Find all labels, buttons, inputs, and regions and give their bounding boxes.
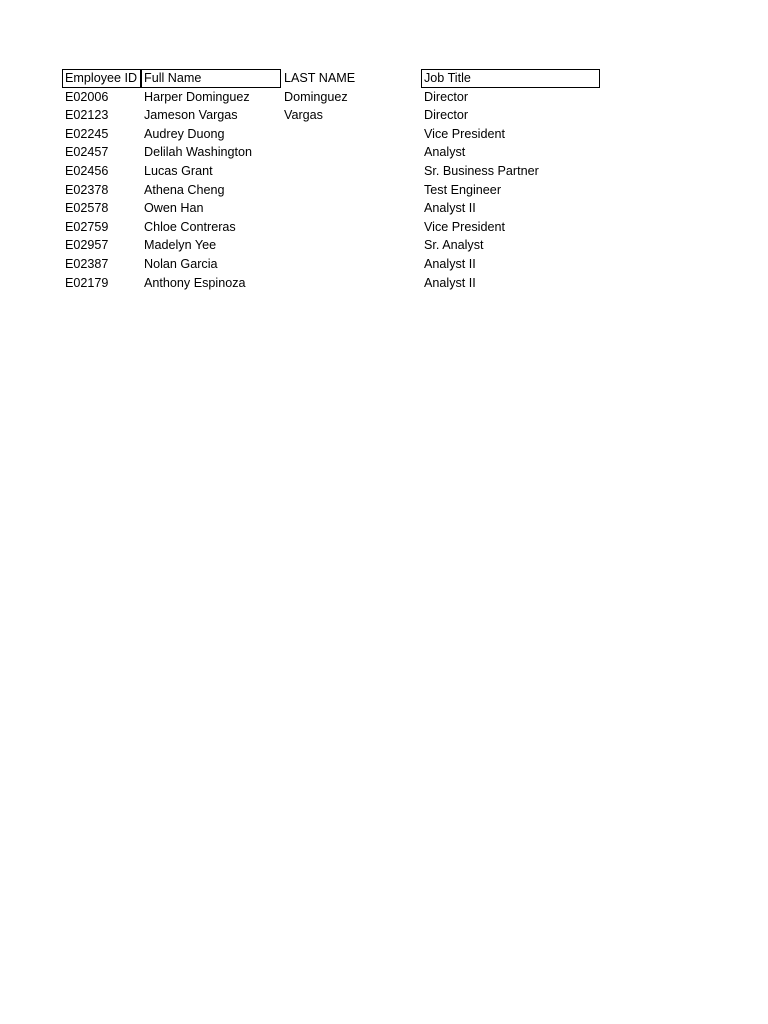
cell-employee-id[interactable]: E02578: [65, 201, 109, 216]
cell-employee-id[interactable]: E02457: [65, 145, 109, 160]
table-row: [62, 255, 600, 274]
cell-last-name[interactable]: [281, 274, 421, 293]
cell-employee-id[interactable]: E02387: [65, 256, 109, 271]
cell-job-title[interactable]: Analyst: [424, 145, 466, 160]
cell-employee-id[interactable]: E02456: [65, 163, 109, 178]
cell-full-name[interactable]: Anthony Espinoza: [144, 275, 246, 290]
cell-full-name[interactable]: Lucas Grant: [144, 163, 213, 178]
cell-job-title[interactable]: Vice President: [424, 219, 505, 234]
cell-last-name[interactable]: [281, 255, 421, 274]
cell-job-title[interactable]: Director: [424, 89, 469, 104]
cell-employee-id[interactable]: E02759: [65, 219, 109, 234]
table-header-row: [62, 69, 600, 88]
cell-employee-id[interactable]: E02179: [65, 275, 109, 290]
cell-last-name[interactable]: [281, 199, 421, 218]
cell-job-title[interactable]: Analyst II: [424, 201, 476, 216]
cell-employee-id[interactable]: E02006: [65, 89, 109, 104]
cell-last-name[interactable]: [281, 181, 421, 200]
cell-last-name[interactable]: [281, 162, 421, 181]
cell-job-title[interactable]: Test Engineer: [424, 182, 502, 197]
cell-full-name[interactable]: Harper Dominguez: [144, 89, 250, 104]
employee-table: [62, 69, 600, 292]
cell-employee-id[interactable]: E02957: [65, 238, 109, 253]
cell-last-name[interactable]: [281, 143, 421, 162]
cell-job-title[interactable]: Analyst II: [424, 256, 476, 271]
cell-job-title[interactable]: Director: [424, 108, 469, 123]
header-job-title[interactable]: Job Title: [421, 69, 600, 88]
cell-full-name[interactable]: Nolan Garcia: [144, 256, 218, 271]
table-row: [62, 218, 600, 237]
cell-full-name[interactable]: Madelyn Yee: [144, 238, 217, 253]
cell-last-name[interactable]: [281, 236, 421, 255]
table-row: [62, 143, 600, 162]
cell-last-name[interactable]: Dominguez: [284, 89, 348, 104]
cell-last-name[interactable]: [281, 218, 421, 237]
table-body: [62, 88, 600, 293]
cell-full-name[interactable]: Audrey Duong: [144, 126, 225, 141]
table-row: [62, 199, 600, 218]
table-row: [62, 181, 600, 200]
cell-job-title[interactable]: Sr. Analyst: [424, 238, 484, 253]
cell-job-title[interactable]: Analyst II: [424, 275, 476, 290]
table-row: [62, 162, 600, 181]
cell-last-name[interactable]: Vargas: [284, 108, 323, 123]
cell-full-name[interactable]: Delilah Washington: [144, 145, 253, 160]
header-full-name[interactable]: Full Name: [141, 69, 281, 88]
table-row: [62, 106, 600, 125]
table-row: [62, 236, 600, 255]
cell-employee-id[interactable]: E02378: [65, 182, 109, 197]
cell-full-name[interactable]: Athena Cheng: [144, 182, 225, 197]
table-row: [62, 88, 600, 107]
cell-employee-id[interactable]: E02123: [65, 108, 109, 123]
cell-employee-id[interactable]: E02245: [65, 126, 109, 141]
table-row: [62, 274, 600, 293]
cell-full-name[interactable]: Chloe Contreras: [144, 219, 236, 234]
cell-last-name[interactable]: [281, 125, 421, 144]
header-last-name[interactable]: LAST NAME: [284, 71, 356, 85]
cell-full-name[interactable]: Owen Han: [144, 201, 204, 216]
cell-full-name[interactable]: Jameson Vargas: [144, 108, 238, 123]
cell-job-title[interactable]: Sr. Business Partner: [424, 163, 539, 178]
cell-job-title[interactable]: Vice President: [424, 126, 505, 141]
header-employee-id[interactable]: Employee ID: [62, 69, 141, 88]
table-row: [62, 125, 600, 144]
